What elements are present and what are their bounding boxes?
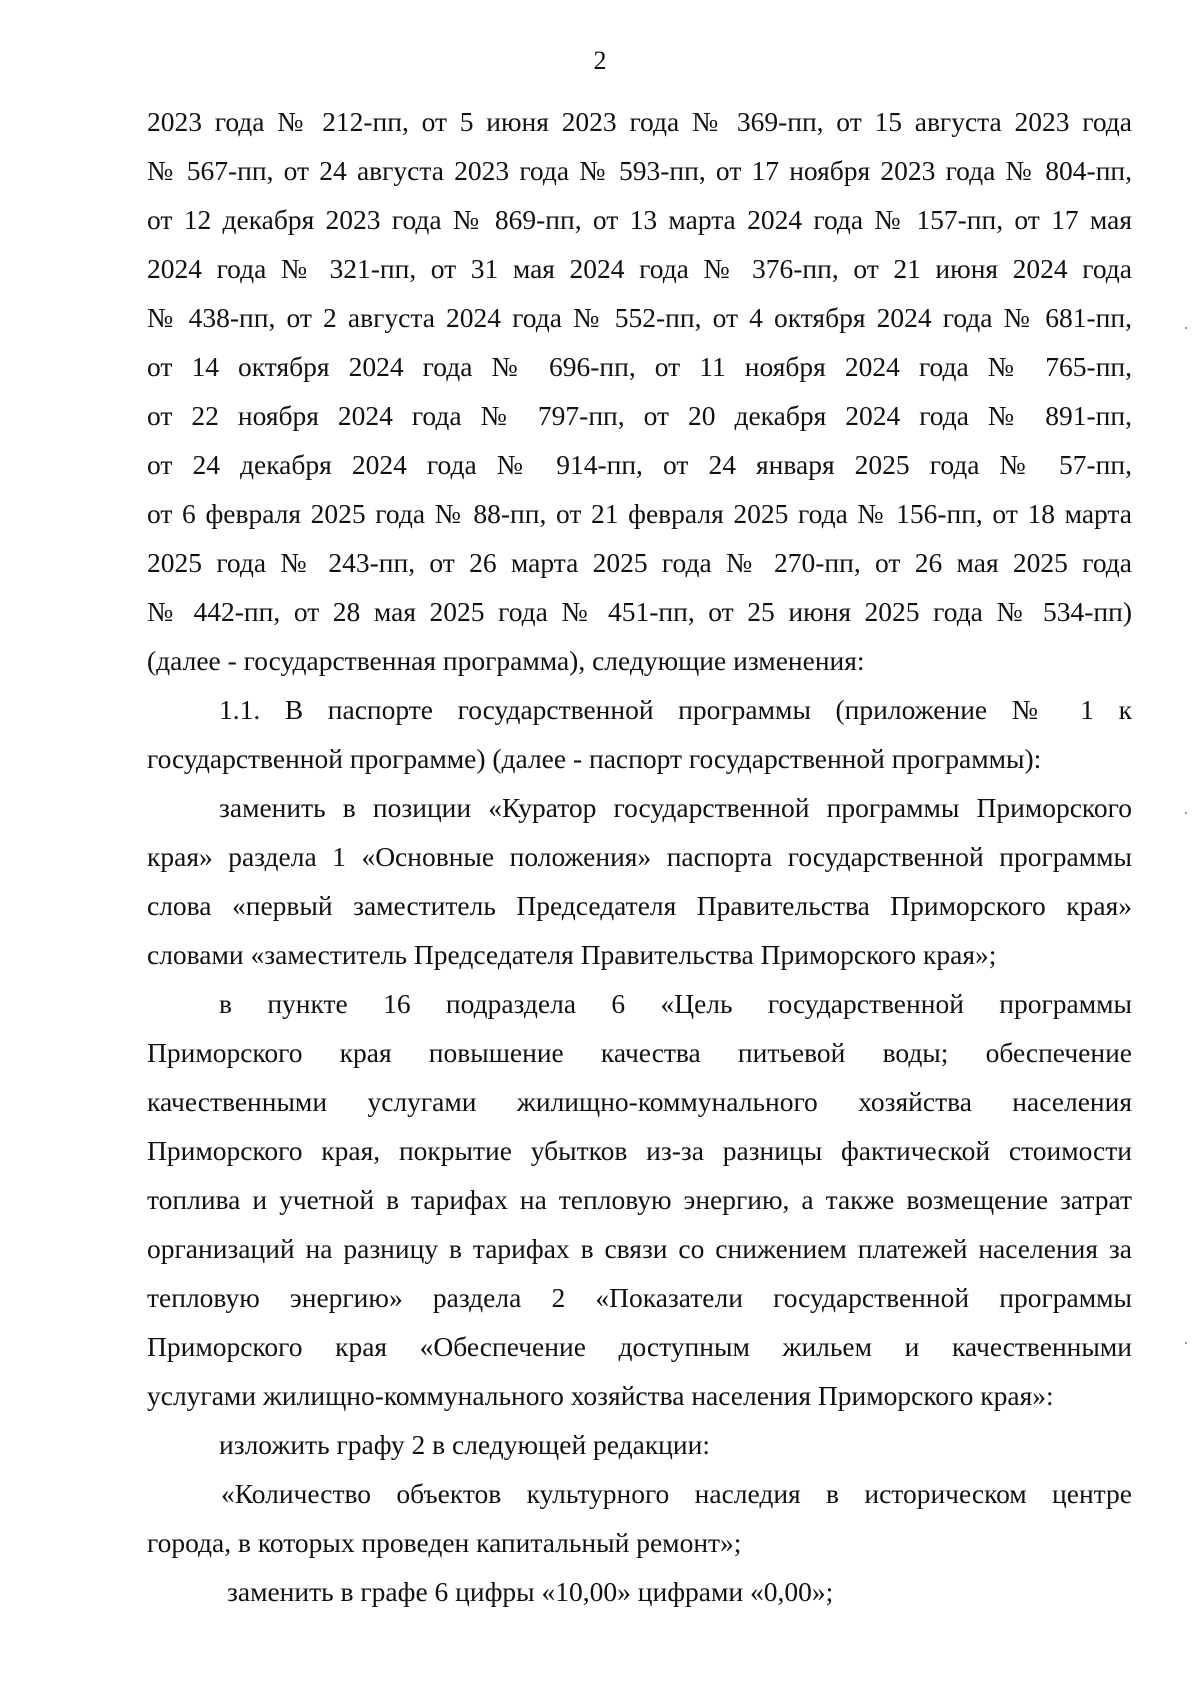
text-line: тепловую энергию» раздела 2 «Показатели государственной программы bbox=[147, 1282, 1132, 1313]
text-line: Приморского края повышение качества питьевой воды; обеспечение bbox=[147, 1037, 1132, 1068]
text-line: от 12 декабря 2023 года № 869-пп, от 13 марта 2024 года № 157-пп, от 17 мая bbox=[147, 204, 1132, 235]
text-line: «Количество объектов культурного наследия в историческом центре bbox=[221, 1478, 1132, 1509]
text-line: 2025 года № 243-пп, от 26 марта 2025 года № 270-пп, от 26 мая 2025 года bbox=[147, 547, 1132, 578]
text-line: заменить в позиции «Куратор государственной программы Приморского bbox=[219, 792, 1132, 823]
text-line: государственной программе) (далее - паспорт государственной программы): bbox=[147, 743, 1042, 774]
text-line: заменить в графе 6 цифры «10,00» цифрами «0,00»; bbox=[227, 1576, 834, 1607]
text-line: 1.1. В паспорте государственной программы (приложение № 1 к bbox=[219, 694, 1132, 725]
text-line: № 438-пп, от 2 августа 2024 года № 552-пп, от 4 октября 2024 года № 681-пп, bbox=[147, 302, 1132, 333]
text-line: услугами жилищно-коммунального хозяйства населения Приморского края»: bbox=[147, 1380, 1054, 1411]
text-line: от 6 февраля 2025 года № 88-пп, от 21 февраля 2025 года № 156-пп, от 18 марта bbox=[147, 498, 1132, 529]
text-line: от 24 декабря 2024 года № 914-пп, от 24 января 2025 года № 57-пп, bbox=[147, 449, 1132, 480]
text-line: топлива и учетной в тарифах на тепловую энергию, а также возмещение затрат bbox=[147, 1184, 1132, 1215]
scan-speck bbox=[1185, 1342, 1187, 1344]
text-line: организаций на разницу в тарифах в связи со снижением платежей населения за bbox=[147, 1233, 1132, 1264]
text-line: № 442-пп, от 28 мая 2025 года № 451-пп, от 25 июня 2025 года № 534-пп) bbox=[147, 596, 1132, 627]
text-line: от 22 ноября 2024 года № 797-пп, от 20 декабря 2024 года № 891-пп, bbox=[147, 400, 1132, 431]
text-line: в пункте 16 подраздела 6 «Цель государственной программы bbox=[219, 988, 1132, 1019]
text-line: № 567-пп, от 24 августа 2023 года № 593-пп, от 17 ноября 2023 года № 804-пп, bbox=[147, 155, 1132, 186]
text-line: Приморского края «Обеспечение доступным жильем и качественными bbox=[147, 1331, 1132, 1362]
text-line: от 14 октября 2024 года № 696-пп, от 11 ноября 2024 года № 765-пп, bbox=[147, 351, 1132, 382]
text-line: Приморского края, покрытие убытков из-за разницы фактической стоимости bbox=[147, 1135, 1132, 1166]
text-line: 2023 года № 212-пп, от 5 июня 2023 года № 369-пп, от 15 августа 2023 года bbox=[147, 106, 1132, 137]
text-line: словами «заместитель Председателя Правительства Приморского края»; bbox=[147, 939, 997, 970]
page-number: 2 bbox=[593, 46, 607, 75]
text-line: изложить графу 2 в следующей редакции: bbox=[219, 1429, 710, 1460]
text-line: города, в которых проведен капитальный ремонт»; bbox=[147, 1527, 742, 1558]
document-body bbox=[147, 97, 1132, 1616]
text-line: слова «первый заместитель Председателя Правительства Приморского края» bbox=[147, 890, 1132, 921]
scan-speck bbox=[1185, 327, 1187, 329]
text-line: (далее - государственная программа), следующие изменения: bbox=[147, 645, 865, 676]
text-line: края» раздела 1 «Основные положения» паспорта государственной программы bbox=[147, 841, 1132, 872]
text-line: качественными услугами жилищно-коммунального хозяйства населения bbox=[147, 1086, 1132, 1117]
text-line: 2024 года № 321-пп, от 31 мая 2024 года № 376-пп, от 21 июня 2024 года bbox=[147, 253, 1132, 284]
scan-speck bbox=[1185, 812, 1187, 814]
